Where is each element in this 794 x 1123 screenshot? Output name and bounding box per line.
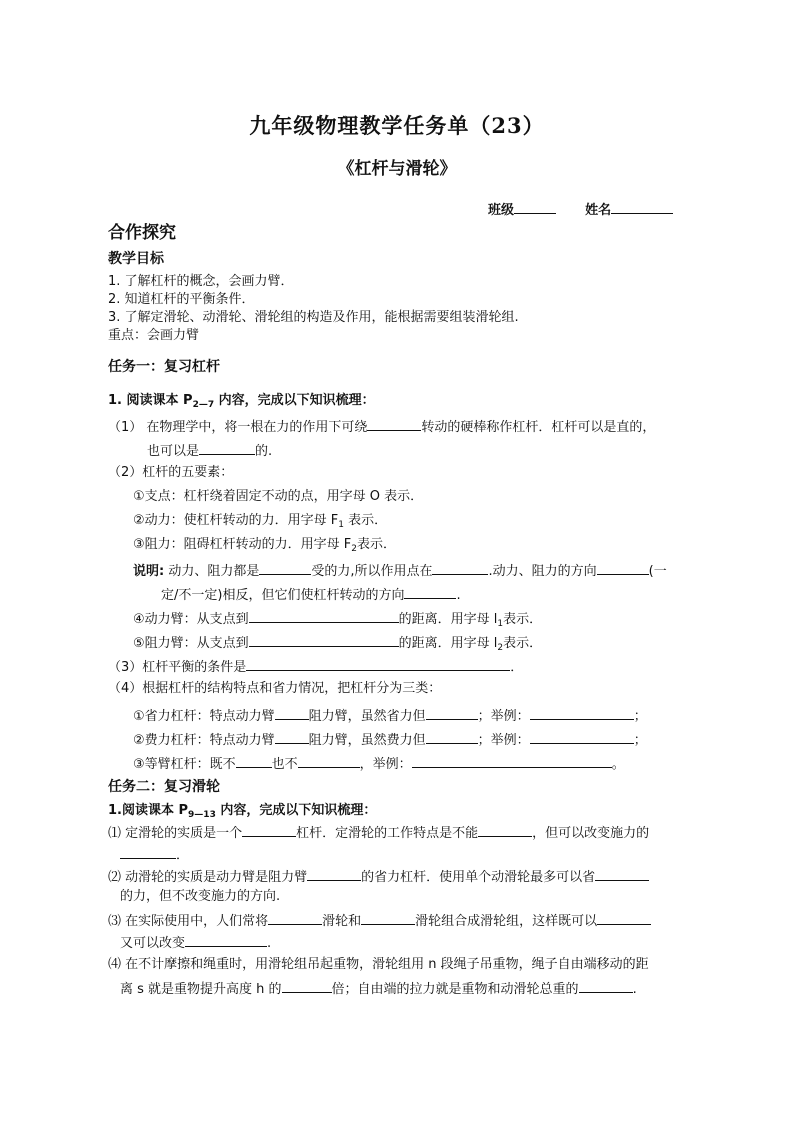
note-text-c: .动力、阻力的方向: [488, 564, 597, 579]
p1-blank-2[interactable]: [478, 822, 532, 837]
p2-text-a: ⑵ 动滑轮的实质是动力臂是阻力臂: [108, 870, 308, 885]
load-arm-blank[interactable]: [249, 632, 399, 647]
p2-blank-2[interactable]: [595, 866, 649, 881]
type3-blank-1[interactable]: [236, 753, 272, 768]
effort-line: [133, 512, 387, 530]
q3-line: [108, 656, 523, 677]
note-line-1: [133, 560, 667, 581]
p1-text-c: ，但可以改变施力的: [532, 826, 650, 841]
note-text-a: 动力、阻力都是: [164, 564, 260, 579]
type3-text-d: 。: [611, 757, 625, 772]
type2-text-c: ；举例：: [477, 733, 530, 748]
p2-text-b: 的省力杠杆．使用单个动滑轮最多可以省: [361, 870, 596, 885]
p1-text-a: ⑴ 定滑轮的实质是一个: [108, 826, 243, 841]
note-blank-3[interactable]: [597, 560, 649, 575]
p3-text-d: 又可以改变: [120, 936, 186, 951]
note-text-f: .: [456, 588, 461, 603]
load-arm-line: [133, 632, 542, 653]
p3-blank-1[interactable]: [268, 910, 322, 925]
q1-line-2: [147, 440, 272, 461]
load-text-a: ③阻力：阻碍杠杆转动的力．用字母 F: [133, 537, 352, 552]
lever-type-1: [133, 705, 647, 726]
effort-arm-text-b: 的距离．用字母 l: [398, 612, 498, 627]
effort-subscript: 1: [338, 520, 344, 530]
goals-heading: 教学目标: [108, 251, 164, 267]
type3-text-a: ③等臂杠杆：既不: [133, 757, 236, 772]
type2-blank-3[interactable]: [530, 729, 634, 744]
lever-type-3: [133, 753, 625, 774]
q4-heading: （4）根据杠杆的结构特点和省力情况，把杠杆分为三类：: [108, 681, 442, 696]
load-arm-text-b: 的距离．用字母 l: [398, 636, 498, 651]
pulley-p3-line-1: [108, 910, 651, 931]
note-text-d: (一: [648, 564, 667, 579]
effort-arm-text-a: ④动力臂：从支点到: [133, 612, 249, 627]
note-blank-2[interactable]: [432, 560, 488, 575]
q2-heading: （2）杠杆的五要素：: [108, 465, 234, 480]
p4-text-b: 离 s 就是重物提升高度 h 的: [120, 982, 282, 997]
type1-text-d: ；: [633, 709, 647, 724]
effort-text-b: 表示．: [344, 513, 388, 528]
type3-blank-2[interactable]: [298, 753, 360, 768]
task2-read-post: 内容，完成以下知识梳理：: [215, 803, 377, 818]
task1-heading: 任务一：复习杠杆: [108, 359, 220, 375]
q3-blank[interactable]: [246, 656, 510, 671]
task1-read-pages: 2—7: [192, 400, 215, 410]
effort-arm-blank[interactable]: [249, 608, 399, 623]
note-label: 说明:: [133, 564, 165, 579]
type1-text-a: ①省力杠杆：特点动力臂: [133, 709, 275, 724]
type1-blank-1[interactable]: [275, 705, 309, 720]
load-arm-text-a: ⑤阻力臂：从支点到: [133, 636, 249, 651]
p3-blank-3[interactable]: [597, 910, 651, 925]
type2-text-d: ；: [633, 733, 647, 748]
type1-text-c: ；举例：: [477, 709, 530, 724]
effort-arm-line: [133, 608, 542, 629]
type2-blank-2[interactable]: [426, 729, 478, 744]
fulcrum-line: ①支点：杠杆绕着固定不动的点，用字母 O 表示．: [133, 489, 424, 504]
type2-text-a: ②费力杠杆：特点动力臂: [133, 733, 275, 748]
load-line: [133, 536, 396, 554]
pulley-p4-line-2: [120, 978, 637, 999]
q1-text-c: 也可以是: [147, 444, 200, 459]
p1-blank-3[interactable]: [120, 844, 176, 859]
p1-blank-1[interactable]: [242, 822, 296, 837]
page-subtitle: 《杠杆与滑轮》: [337, 159, 457, 179]
q1-text-b: 转动的硬棒称作杠杆．杠杆可以是直的，: [421, 420, 656, 435]
p1-text-d: ．: [176, 848, 190, 863]
type1-blank-3[interactable]: [530, 705, 634, 720]
pulley-p2-line-2: 的力，但不改变施力的方向.: [120, 889, 281, 904]
note-blank-1[interactable]: [259, 560, 311, 575]
type2-blank-1[interactable]: [275, 729, 309, 744]
p3-text-b: 滑轮和: [322, 914, 362, 929]
effort-arm-text-c: 表示．: [503, 612, 543, 627]
pulley-p3-line-2: [120, 932, 271, 953]
load-subscript: 2: [351, 544, 357, 554]
q1-blank-1[interactable]: [367, 416, 421, 431]
pulley-p4-line-1: ⑷ 在不计摩擦和绳重时，用滑轮组吊起重物，滑轮组用 n 段绳子吊重物，绳子自由端移动的距: [108, 957, 649, 972]
goal-item-1: 1. 了解杠杆的概念，会画力臂．: [108, 274, 294, 289]
class-name-line: [488, 199, 673, 218]
q1-text-d: 的.: [255, 444, 273, 459]
q3-text-b: ．: [510, 660, 524, 675]
type3-text-c: ，举例：: [359, 757, 412, 772]
q1-blank-2[interactable]: [199, 440, 255, 455]
name-blank[interactable]: [611, 199, 673, 214]
class-label: 班级: [488, 203, 515, 218]
task1-read-post: 内容，完成以下知识梳理：: [214, 393, 375, 408]
type1-blank-2[interactable]: [426, 705, 478, 720]
goal-item-2: 2. 知道杠杆的平衡条件．: [108, 292, 255, 307]
note-line-2: [161, 584, 461, 605]
load-arm-subscript: 2: [497, 643, 504, 653]
type2-text-b: 阻力臂，虽然费力但: [308, 733, 426, 748]
p4-text-d: .: [632, 982, 637, 997]
p4-text-c: 倍；自由端的拉力就是重物和动滑轮总重的: [331, 982, 579, 997]
p3-blank-4[interactable]: [185, 932, 267, 947]
effort-text-a: ②动力：使杠杆转动的力．用字母 F: [133, 513, 339, 528]
load-text-b: 表示．: [357, 537, 397, 552]
p3-text-a: ⑶ 在实际使用中，人们常将: [108, 914, 269, 929]
q3-text-a: （3）杠杆平衡的条件是: [108, 660, 247, 675]
q1-line-1: [108, 416, 655, 437]
note-text-e: 定/不一定)相反，但它们使杠杆转动的方向: [161, 588, 405, 603]
p1-text-b: 杠杆．定滑轮的工作特点是不能: [296, 826, 479, 841]
task2-heading: 任务二：复习滑轮: [108, 779, 220, 795]
task2-read-pages: 9—13: [188, 810, 216, 820]
page-title: 九年级物理教学任务单（23）: [249, 113, 545, 138]
p3-text-e: .: [267, 936, 272, 951]
p4-blank-2[interactable]: [579, 978, 633, 993]
q1-text-a: （1） 在物理学中，将一根在力的作用下可绕: [108, 420, 368, 435]
load-arm-text-c: 表示．: [503, 636, 543, 651]
type1-text-b: 阻力臂，虽然省力但: [308, 709, 426, 724]
name-label: 姓名: [585, 203, 612, 218]
class-blank[interactable]: [514, 199, 556, 214]
type3-blank-3[interactable]: [412, 753, 612, 768]
effort-arm-subscript: 1: [497, 619, 504, 629]
p3-blank-2[interactable]: [361, 910, 415, 925]
section-heading-cooperative: 合作探究: [108, 223, 176, 243]
key-point: 重点：会画力臂: [108, 328, 200, 343]
note-text-b: 受的力,所以作用点在: [311, 564, 433, 579]
task2-read-pre: 1.阅读课本 P: [108, 803, 189, 818]
lever-type-2: [133, 729, 647, 750]
p4-blank-1[interactable]: [282, 978, 332, 993]
task1-read-instruction: [108, 392, 375, 410]
p3-text-c: 滑轮组合成滑轮组，这样既可以: [415, 914, 598, 929]
type3-text-b: 也不: [271, 757, 298, 772]
pulley-p2-line-1: [108, 866, 649, 887]
task1-read-pre: 1. 阅读课本 P: [108, 393, 193, 408]
note-blank-4[interactable]: [404, 584, 456, 599]
goal-item-3: 3. 了解定滑轮、动滑轮、滑轮组的构造及作用，能根据需要组装滑轮组.: [108, 310, 519, 325]
task2-read-instruction: [108, 802, 376, 820]
pulley-p1-line-2: [120, 844, 189, 865]
p2-blank-1[interactable]: [307, 866, 361, 881]
pulley-p1-line-1: [108, 822, 649, 843]
